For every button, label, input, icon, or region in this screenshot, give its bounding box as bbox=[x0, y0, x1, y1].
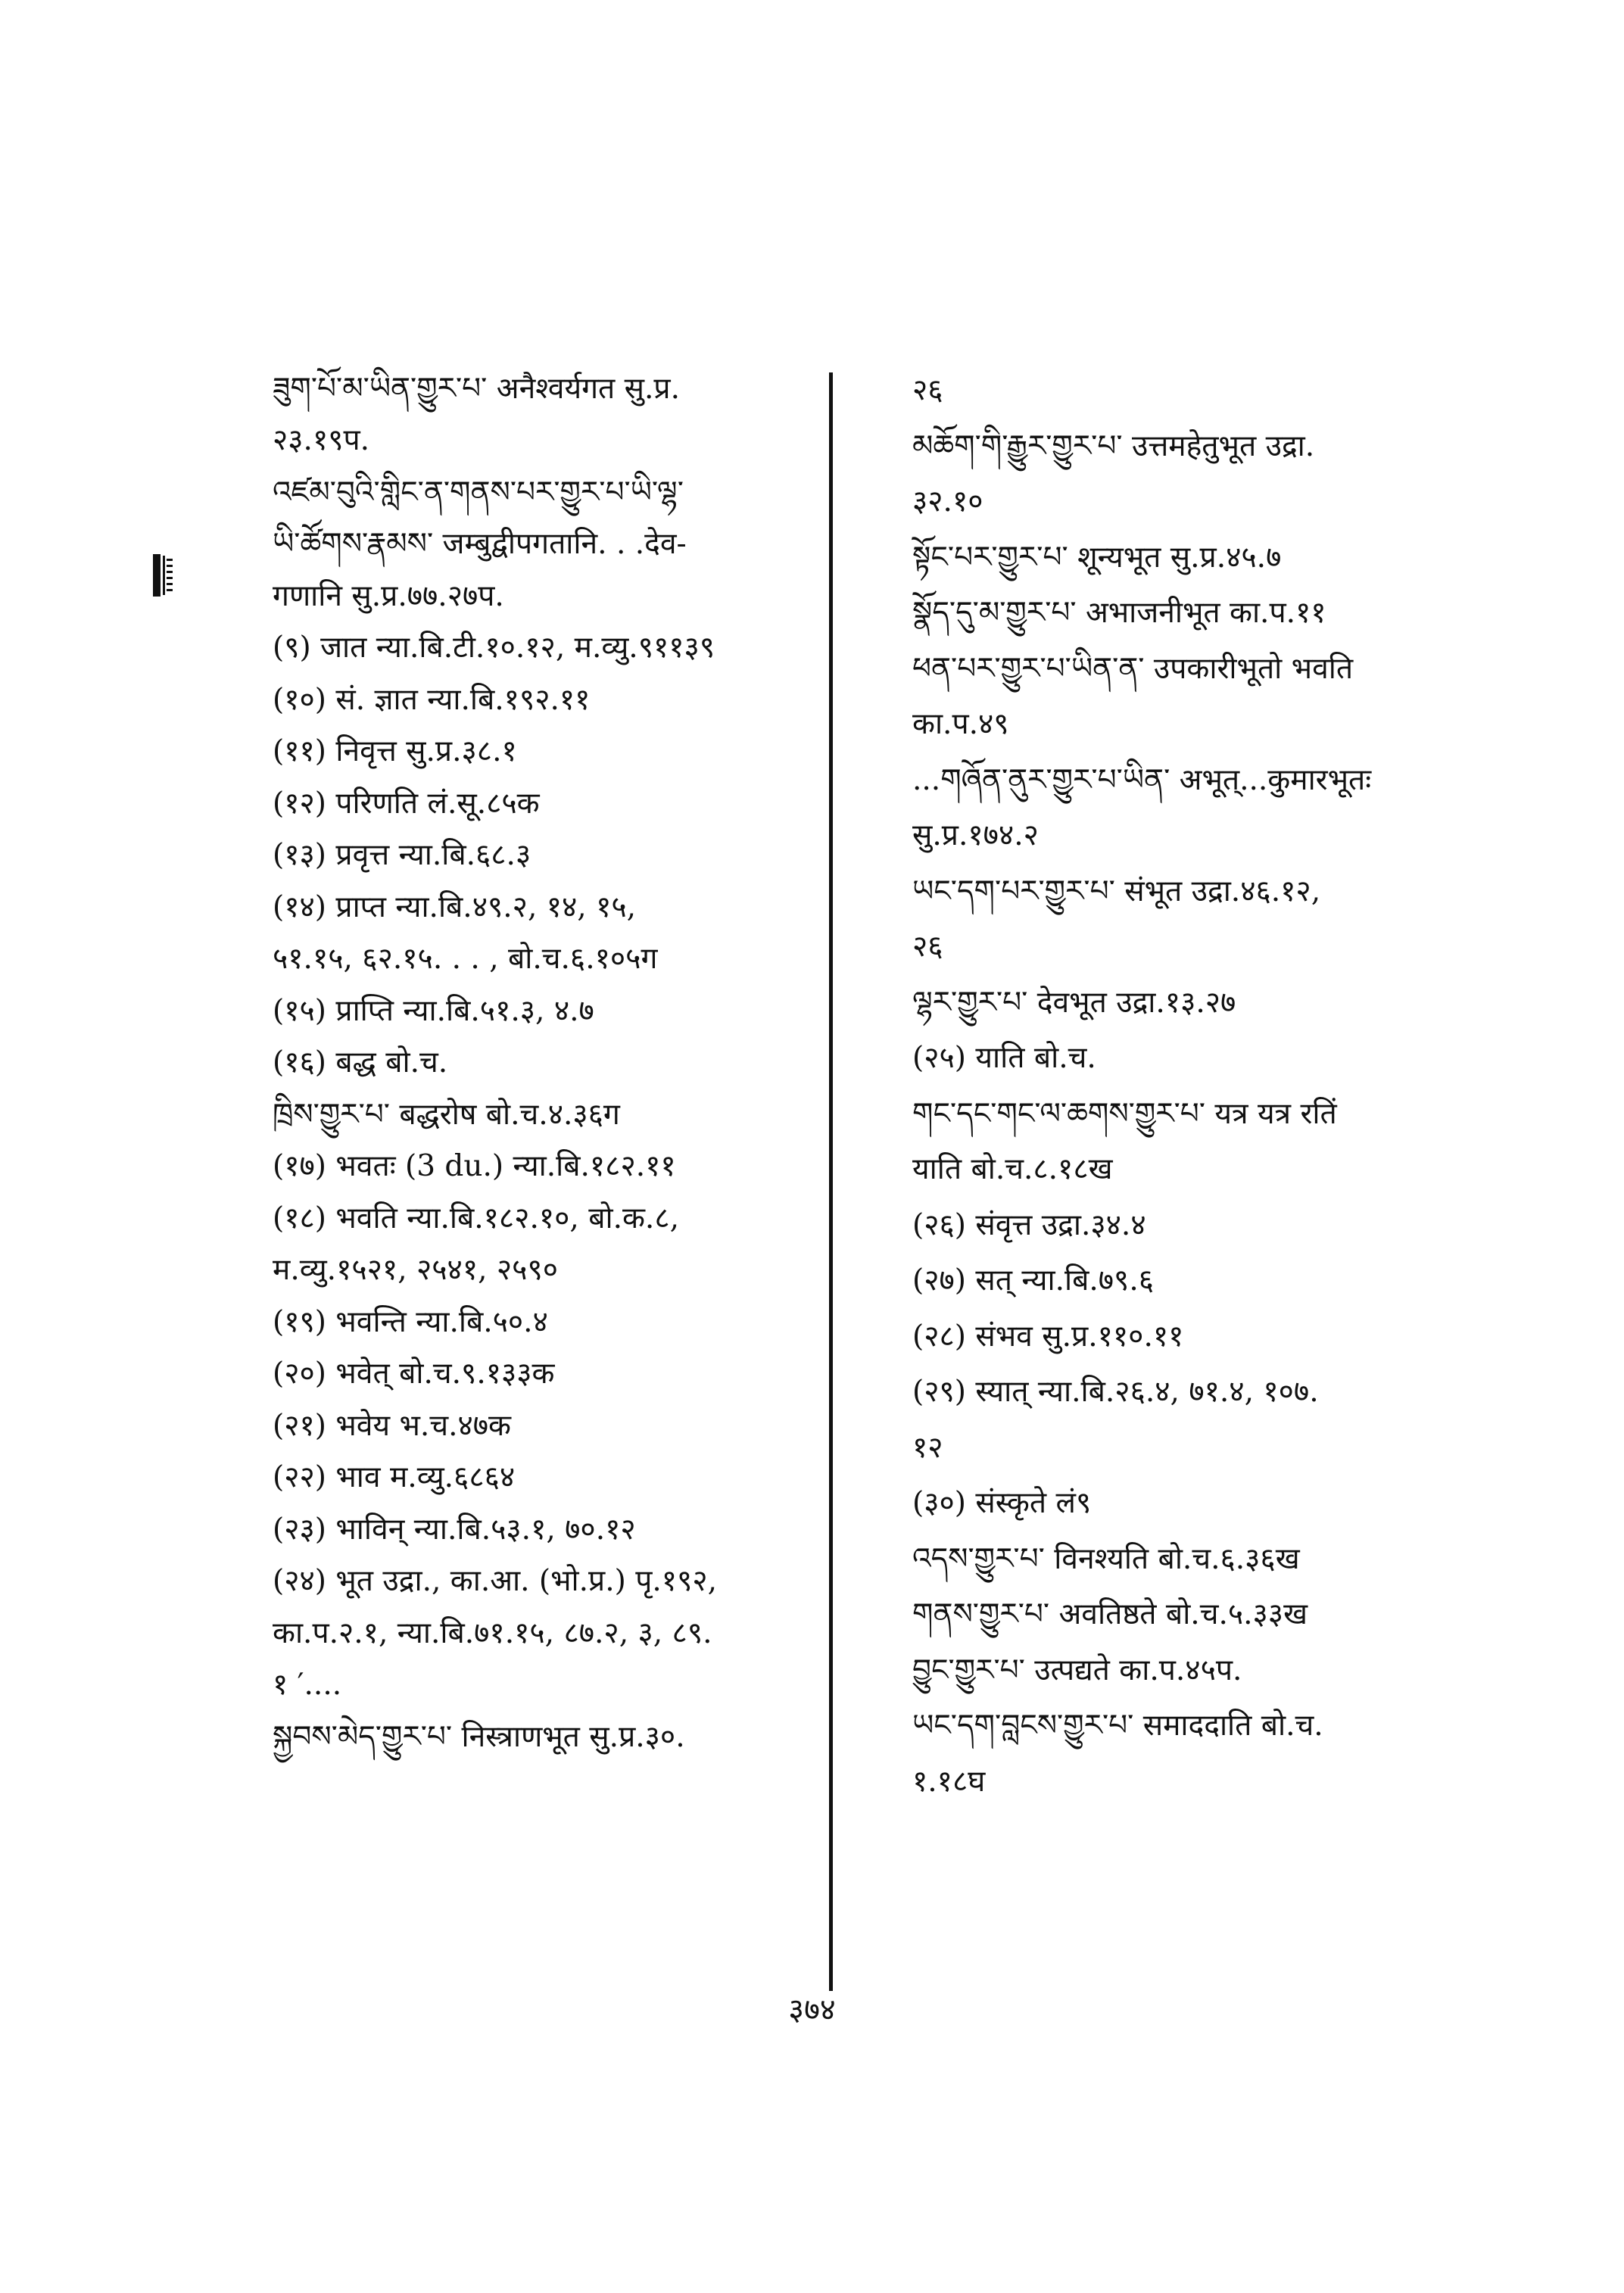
entry-line: (११) निवृत्त सु.प्र.३८.१ bbox=[273, 734, 517, 769]
entry-line: ...གཞོན་ནུར་གྱུར་པ་ཡིན་ अभूत्...कुमारभूतः bbox=[912, 762, 1372, 797]
entry-line: २६ bbox=[912, 373, 943, 408]
entry-line: (२६) संवृत्त उद्रा.३४.४ bbox=[912, 1207, 1146, 1242]
entry-line: མཆོག་གི་རྒྱུར་གྱུར་པ་ उत्तमहेतुभूत उद्रा. bbox=[912, 428, 1315, 463]
entry-line: (१४) प्राप्त न्या.बि.४९.२, १४, १५, bbox=[273, 889, 637, 924]
page-number: ३७४ bbox=[788, 1992, 836, 2027]
margin-marker-icon bbox=[150, 553, 176, 598]
right-column bbox=[912, 363, 1488, 1810]
entry-line: ཁྲིས་གྱུར་པ་ बद्धरोष बो.च.४.३६ग bbox=[273, 1097, 620, 1132]
entry-line: གནས་གྱུར་པ་ अवतिष्ठते बो.च.५.३३ख bbox=[912, 1597, 1308, 1632]
entry-line: (१०) सं. ज्ञात न्या.बि.१९२.११ bbox=[273, 682, 591, 717]
entry-line: བྱུང་གྱུར་པ་ उत्पद्यते का.प.४५प. bbox=[912, 1653, 1242, 1687]
entry-line: १.१८घ bbox=[912, 1764, 986, 1799]
entry-line: ཟུག་པོ་མ་ཡིན་གྱུར་པ་ अनैश्वर्यगत सु.प्र. bbox=[273, 371, 681, 406]
entry-line: (२७) सत् न्या.बि.७९.६ bbox=[912, 1263, 1155, 1298]
entry-line: (२३) भाविन् न्या.बि.५३.१, ७०.१२ bbox=[273, 1512, 636, 1547]
entry-line: (१६) बद्ध बो.च. bbox=[273, 1045, 448, 1080]
entry-line: का.प.२.१, न्या.बि.७१.१५, ८७.२, ३, ८९. bbox=[273, 1615, 712, 1650]
entry-line: (२९) स्यात् न्या.बि.२६.४, ७१.४, १०७. bbox=[912, 1375, 1319, 1410]
entry-line: (२४) भूत उद्रा., का.आ. (भो.प्र.) पृ.१९२, bbox=[273, 1564, 718, 1599]
entry-line: (२२) भाव म.व्यु.६८६४ bbox=[273, 1460, 516, 1495]
entry-line: का.प.४९ bbox=[912, 707, 1009, 742]
entry-line: ཕན་པར་གྱུར་པ་ཡིན་ན་ उपकारीभूतो भवति bbox=[912, 651, 1354, 686]
entry-line: སྣོད་དུ་མ་གྱུར་པ་ अभाजनीभूत का.प.११ bbox=[912, 596, 1326, 631]
entry-line: འཛམ་བུའི་གླིང་ན་གནས་པར་གྱུར་པ་ཡི་ལྷ་ bbox=[273, 475, 684, 509]
entry-line: ཡི་ཚོགས་རྣམས་ जम्बुद्वीपगतानि. . .देव- bbox=[273, 527, 687, 562]
entry-line: (२१) भवेय भ.च.४७क bbox=[273, 1408, 511, 1443]
entry-line: (२५) याति बो.च. bbox=[912, 1041, 1096, 1076]
entry-line: གང་དང་གང་ལ་ཆགས་གྱུར་པ་ यत्र यत्र रतिं bbox=[912, 1096, 1337, 1131]
entry-line: म.व्यु.१५२१, २५४१, २५९० bbox=[273, 1253, 559, 1288]
entry-line: (९) जात न्या.बि.टी.१०.१२, म.व्यु.९११३९ bbox=[273, 631, 715, 665]
entry-line: འདས་གྱུར་པ་ विनश्यति बो.च.६.३६ख bbox=[912, 1541, 1300, 1576]
entry-line: (१५) प्राप्ति न्या.बि.५१.३, ४.७ bbox=[273, 993, 594, 1028]
entry-line: སྐྱབས་མེད་གྱུར་པ་ निस्त्राणभूत सु.प्र.३०. bbox=[273, 1719, 685, 1754]
entry-line: (१३) प्रवृत्त न्या.बि.६८.३ bbox=[273, 838, 531, 873]
entry-line: ५१.१५, ६२.१५. . . , बो.च.६.१०५ग bbox=[273, 942, 658, 977]
entry-line: (३०) संस्कृते लं९ bbox=[912, 1486, 1092, 1521]
entry-line: ३२.१० bbox=[912, 484, 983, 519]
entry-line: ཡང་དག་བླངས་གྱུར་པ་ समाददाति बो.च. bbox=[912, 1709, 1323, 1743]
entry-line: ལྷར་གྱུར་པ་ देवभूत उद्रा.१३.२७ bbox=[912, 985, 1236, 1020]
entry-line: गणानि सु.प्र.७७.२७प. bbox=[273, 578, 504, 613]
entry-line: (१२) परिणति लं.सू.८५क bbox=[273, 786, 540, 821]
column-divider bbox=[829, 372, 833, 1991]
entry-line: (१९) भवन्ति न्या.बि.५०.४ bbox=[273, 1304, 548, 1339]
entry-line: २६ bbox=[912, 930, 943, 964]
entry-line: (२०) भवेत् बो.च.९.१३३क bbox=[273, 1357, 555, 1391]
entry-line: याति बो.च.८.१८ख bbox=[912, 1152, 1113, 1187]
entry-line: (१७) भवतः (3 du.) न्या.बि.१८२.११ bbox=[273, 1149, 676, 1184]
entry-line: སྟོང་པར་གྱུར་པ་ शून्यभूत सु.प्र.४५.७ bbox=[912, 540, 1282, 575]
entry-line: १ ′.... bbox=[273, 1668, 342, 1703]
entry-line: (१८) भवति न्या.बि.१८२.१०, बो.क.८, bbox=[273, 1201, 679, 1235]
entry-line: ཡང་དག་པར་གྱུར་པ་ संभूत उद्रा.४६.१२, bbox=[912, 874, 1321, 908]
left-column bbox=[273, 363, 848, 1764]
entry-line: १२ bbox=[912, 1430, 943, 1465]
entry-line: २३.१९प. bbox=[273, 423, 370, 458]
entry-line: (२८) संभव सु.प्र.११०.११ bbox=[912, 1319, 1184, 1354]
entry-line: सु.प्र.१७४.२ bbox=[912, 818, 1039, 853]
